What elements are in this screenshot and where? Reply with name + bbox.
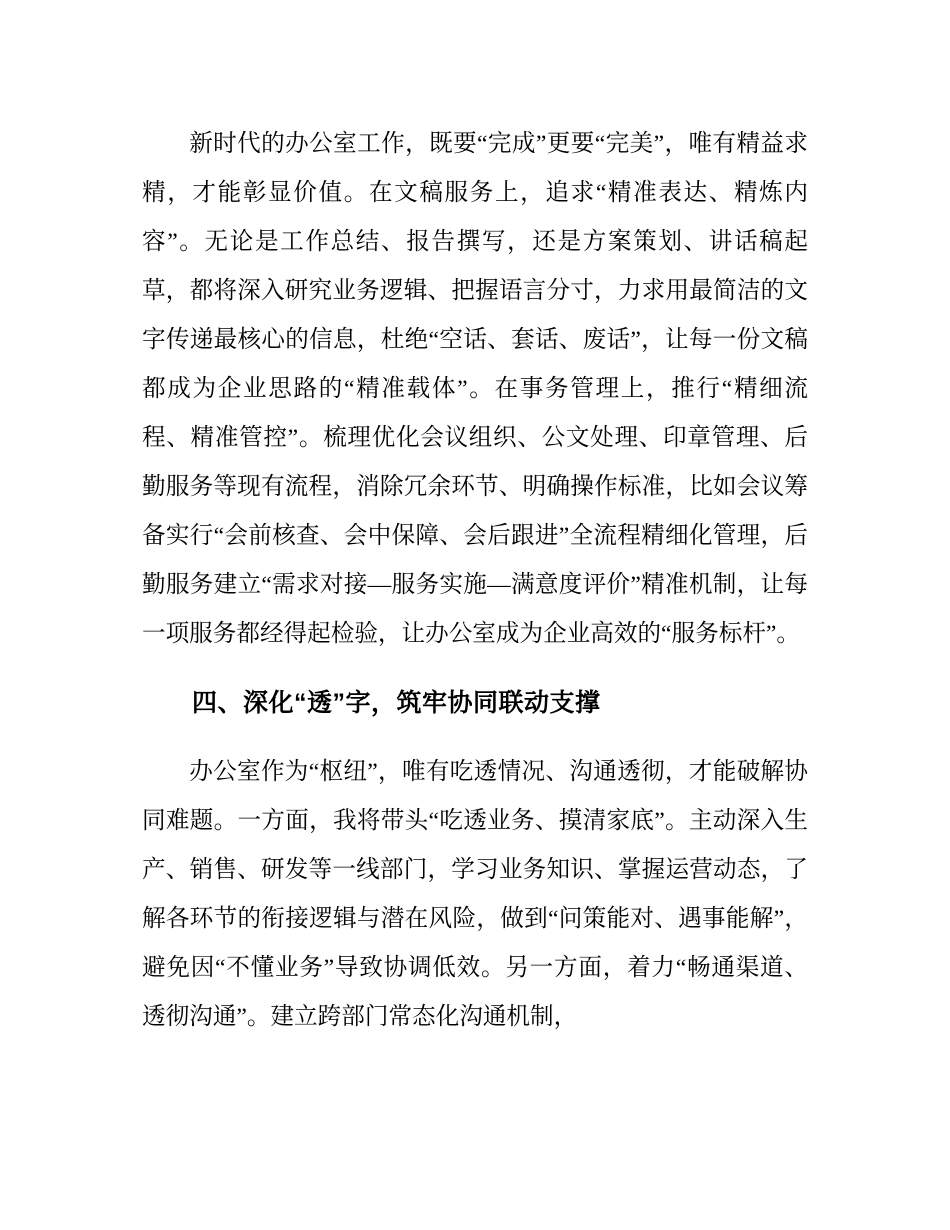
section-heading-four: 四、深化“透”字，筑牢协同联动支撑 (192, 689, 601, 717)
paragraph-precision-service: 新时代的办公室工作，既要“完成”更要“完美”，唯有精益求精，才能彰显价值。在文稿服务上，追求“精准表达、精炼内容”。无论是工作总结、报告撰写，还是方案策划、讲话稿起草，都将深入研究业务逻辑、把握语言分寸，力求用最简洁的文字传递最核心的信息，杜绝“空话、套话、废话”，让每一份文稿都成为企业思路的“精准载体”。在事务管理上，推行“精细流程、精准管控”。梳理优化会议组织、公文处理、印章管理、后勤服务等现有流程，消除冗余环节、明确操作标准，比如会议筹备实行“会前核查、会中保障、会后跟进”全流程精细化管理，后勤服务建立“需求对接—服务实施—满意度评价”精准机制，让每一项服务都经得起检验，让办公室成为企业高效的“服务标杆”。 (142, 131, 808, 647)
document-text-area (142, 120, 808, 1042)
paragraph-coordination: 办公室作为“枢纽”，唯有吃透情况、沟通透彻，才能破解协同难题。一方面，我将带头“吃透业务、摸清家底”。主动深入生产、销售、研发等一线部门，学习业务知识、掌握运营动态，了解各环节的衔接逻辑与潜在风险，做到“问策能对、遇事能解”，避免因“不懂业务”导致协调低效。另一方面，着力“畅通渠道、透彻沟通”。建立跨部门常态化沟通机制， (142, 759, 808, 1030)
